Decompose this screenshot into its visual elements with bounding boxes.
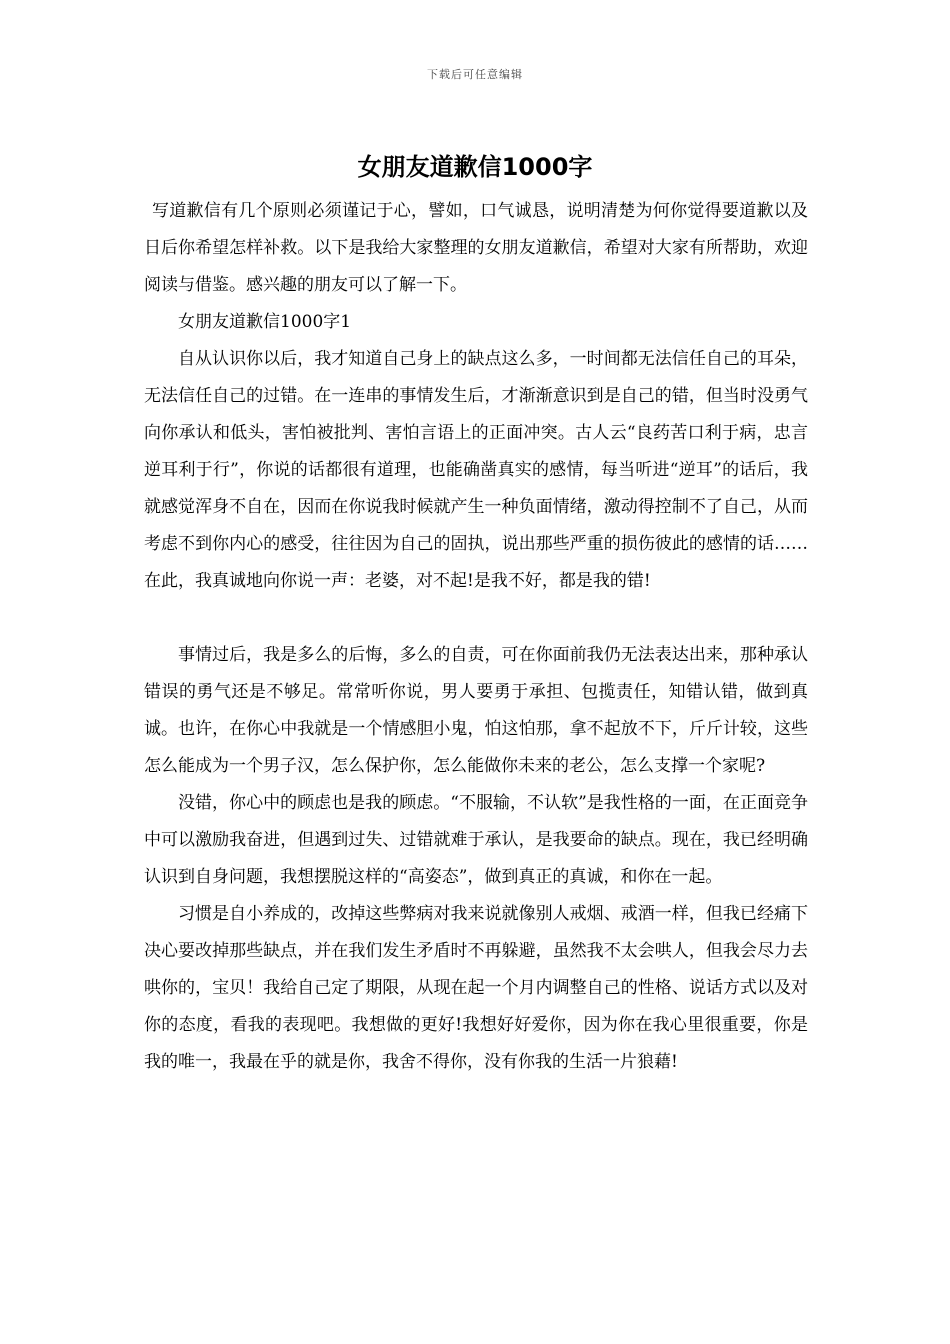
intro-paragraph: 写道歉信有几个原则必须谨记于心，譬如，口气诚恳，说明清楚为何你觉得要道歉以及日后你希望怎样补救。以下是我给大家整理的女朋友道歉信，希望对大家有所帮助，欢迎阅读与借鉴。感兴趣的朋友可以了解一下。 [144, 201, 808, 295]
paragraph-gap [144, 600, 808, 637]
header-note: 下载后可任意编辑 [427, 68, 523, 81]
body-paragraph-3: 没错，你心中的顾虑也是我的顾虑。“不服输，不认软”是我性格的一面，在正面竞争中可以激励我奋进，但遇到过失、过错就难于承认，是我要命的缺点。现在，我已经明确认识到自身问题，我想摆脱这样的“高姿态”，做到真正的真诚，和你在一起。 [144, 793, 808, 887]
body-paragraph-2: 事情过后，我是多么的后悔，多么的自责，可在你面前我仍无法表达出来，那种承认错误的勇气还是不够足。常常听你说，男人要勇于承担、包揽责任，知错认错，做到真诚。也许，在你心中我就是一个情感胆小鬼，怕这怕那，拿不起放不下，斤斤计较，这些怎么能成为一个男子汉，怎么保护你，怎么能做你未来的老公，怎么支撑一个家呢? [144, 645, 808, 776]
document-body [144, 193, 808, 1081]
body-paragraph-1: 自从认识你以后，我才知道自己身上的缺点这么多，一时间都无法信任自己的耳朵，无法信任自己的过错。在一连串的事情发生后，才渐渐意识到是自己的错，但当时没勇气向你承认和低头，害怕被批判、害怕言语上的正面冲突。古人云“良药苦口利于病，忠言逆耳利于行”，你说的话都很有道理，也能确凿真实的感情，每当听进“逆耳”的话后，我就感觉浑身不自在，因而在你说我时候就产生一种负面情绪，激动得控制不了自己，从而考虑不到你内心的感受，往往因为自己的固执，说出那些严重的损伤彼此的感情的话……在此，我真诚地向你说一声：老婆，对不起!是我不好，都是我的错! [144, 349, 808, 591]
section-subtitle: 女朋友道歉信1000字1 [178, 312, 352, 332]
body-paragraph-4: 习惯是自小养成的，改掉这些弊病对我来说就像别人戒烟、戒酒一样，但我已经痛下决心要改掉那些缺点，并在我们发生矛盾时不再躲避，虽然我不太会哄人，但我会尽力去哄你的，宝贝！我给自己定了期限，从现在起一个月内调整自己的性格、说话方式以及对你的态度，看我的表现吧。我想做的更好!我想好好爱你，因为你在我心里很重要，你是我的唯一，我最在乎的就是你，我舍不得你，没有你我的生活一片狼藉! [144, 904, 808, 1072]
document-title: 女朋友道歉信1000字 [357, 153, 593, 181]
